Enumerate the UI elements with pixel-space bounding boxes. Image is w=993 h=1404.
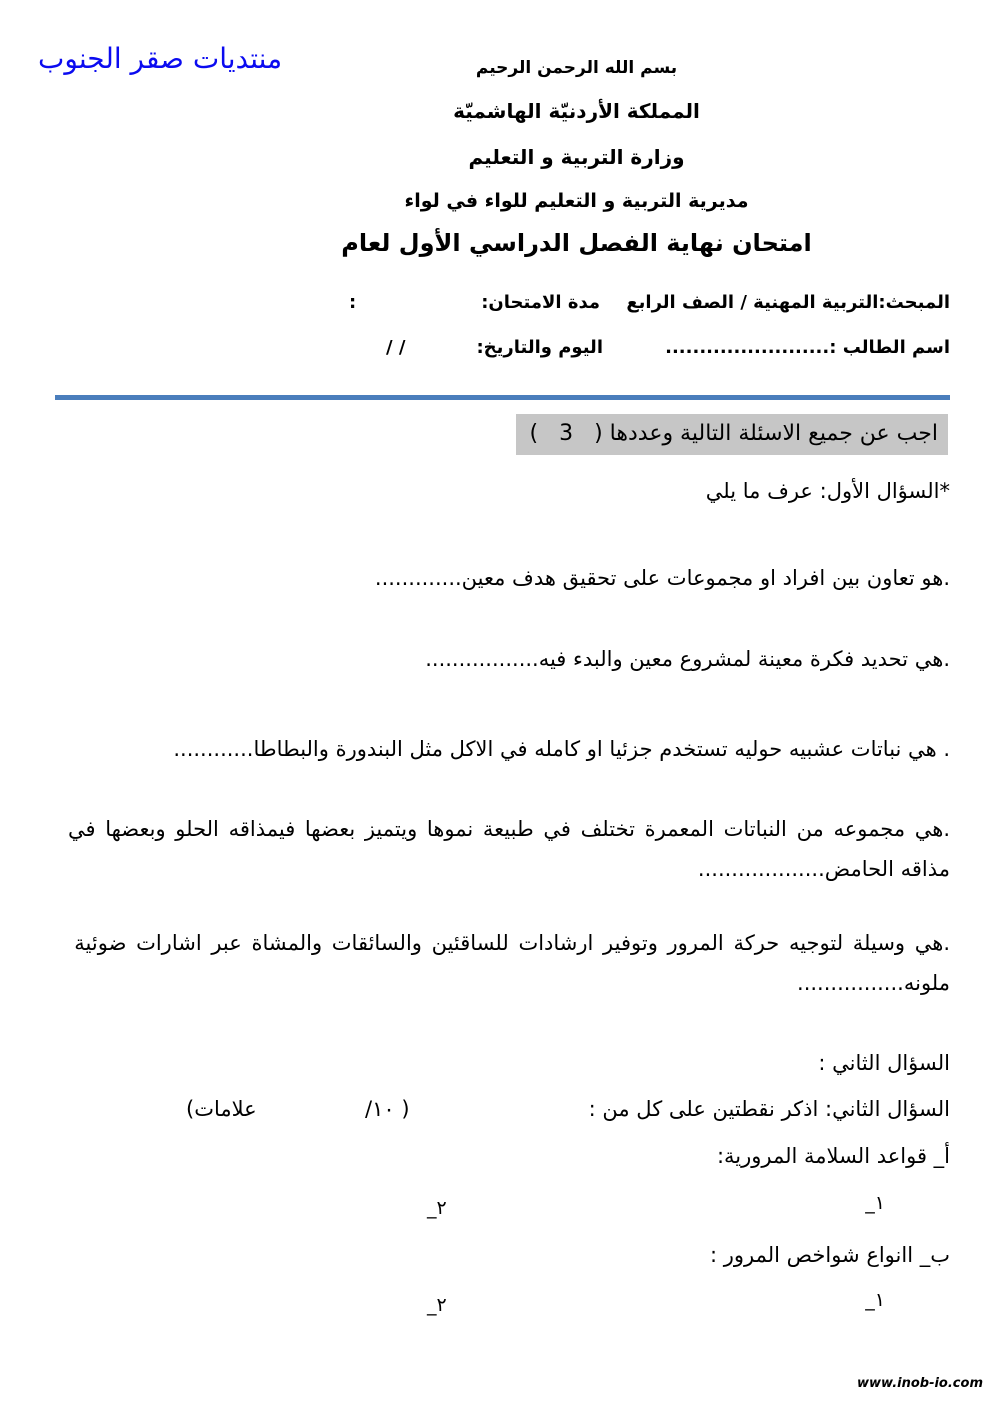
question2-heading: السؤال الثاني : [818,1051,950,1075]
definition-line: مذاقه الحامض................... [697,857,950,881]
question1-heading: *السؤال الأول: عرف ما يلي [705,479,950,503]
definition-line: ملونه................ [797,971,950,995]
definition-line: .هي وسيلة لتوجيه حركة المرور وتوفير ارشادات للساقئين والسائقات والمشاة عبر اشارات ضوئية [74,931,950,955]
subject-grade-text: المبحث:التربية المهنية / الصف الرابع [626,292,950,313]
date-slashes: / / [386,337,406,358]
exam-duration-label: مدة الامتحان: [481,292,600,313]
part-a-label: أ_ قواعد السلامة المرورية: [716,1144,950,1168]
exam-duration-value: : [349,292,357,313]
part-b-label: ب_ اانواع شواخص المرور : [709,1243,950,1267]
definition-line: .هي تحديد فكرة معينة لمشروع معين والبدء فيه................. [425,647,950,671]
answer-blank-1: ١_ [865,1289,885,1311]
forum-banner-text: منتديات صقر الجنوب [38,42,283,75]
site-watermark: www.inob-io.com [857,1376,983,1391]
instruction-banner: اجب عن جميع الاسئلة التالية وعددها ( 3 ) [516,414,948,455]
question2-prompt: السؤال الثاني: اذكر نقطتين على كل من : [588,1097,950,1121]
ministry-title: وزارة التربية و التعليم [468,145,685,169]
answer-blank-2: ٢_ [427,1197,447,1219]
answer-blank-1: ١_ [865,1192,885,1214]
definition-line: . هي نباتات عشبيه حوليه تستخدم جزئيا او كامله في الاكل مثل البندورة والبطاطا............ [173,737,950,761]
bismillah-text: بسم الله الرحمن الرحيم [475,58,678,78]
kingdom-title: المملكة الأردنيّة الهاشميّة [453,99,700,123]
marks-word: علامات) [186,1097,257,1121]
answer-blank-2: ٢_ [427,1294,447,1316]
definition-line: .هي مجموعه من النباتات المعمرة تختلف في طبيعة نموها ويتميز بعضها فيمذاقه الحلو وبعضها في [68,817,950,841]
student-name-line: اسم الطالب :........................ [665,337,950,358]
day-date-label: اليوم والتاريخ: [476,337,603,358]
definition-line: .هو تعاون بين افراد او مجموعات على تحقيق هدف معين............. [374,566,950,590]
directorate-title: مديرية التربية و التعليم للواء في لواء [404,190,749,212]
section-divider [55,395,950,400]
exam-title: امتحان نهاية الفصل الدراسي الأول لعام [341,229,812,257]
marks-fraction: ( ١٠/ [365,1097,410,1121]
